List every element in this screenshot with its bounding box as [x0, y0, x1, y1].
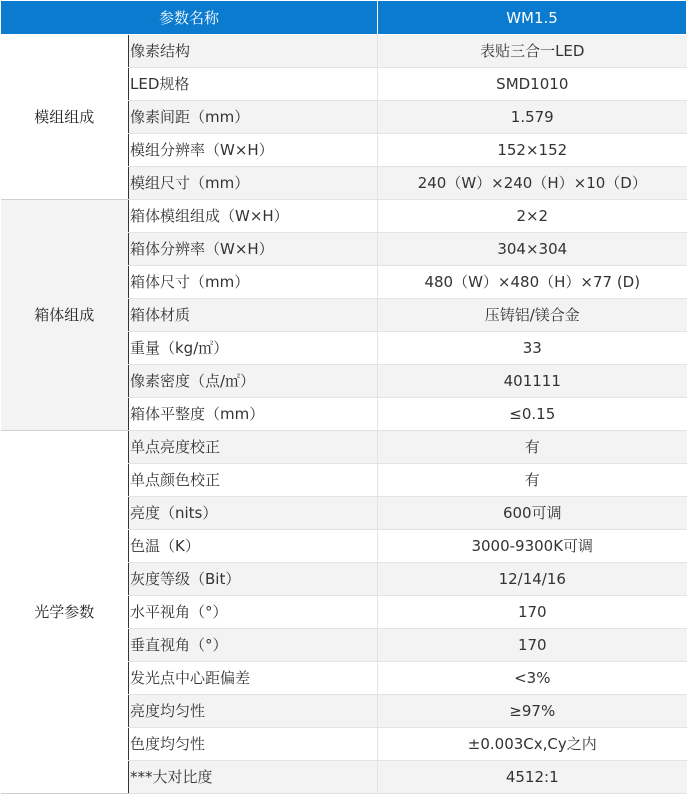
group-label: 箱体组成 — [1, 200, 129, 431]
param-name-cell: 水平视角（°） — [129, 596, 378, 629]
param-name-cell: 箱体分辨率（W×H） — [129, 233, 378, 266]
param-name-cell: 发光点中心距偏差 — [129, 662, 378, 695]
param-value-cell: 401111 — [378, 365, 687, 398]
param-value-cell: 170 — [378, 596, 687, 629]
param-name-cell: LED规格 — [129, 68, 378, 101]
param-name-cell: 箱体模组组成（W×H） — [129, 200, 378, 233]
group-label: 光学参数 — [1, 431, 129, 794]
param-value-cell: ≤0.15 — [378, 398, 687, 431]
group-label: 模组组成 — [1, 35, 129, 200]
param-name-cell: ***大对比度 — [129, 761, 378, 794]
param-value-cell: 表贴三合一LED — [378, 35, 687, 68]
param-value-cell: 2×2 — [378, 200, 687, 233]
param-name-cell: 像素结构 — [129, 35, 378, 68]
param-value-cell: 压铸铝/镁合金 — [378, 299, 687, 332]
table-row — [1, 35, 687, 68]
table-row — [1, 200, 687, 233]
param-value-cell: 3000-9300K可调 — [378, 530, 687, 563]
param-value-cell: <3% — [378, 662, 687, 695]
param-value-cell: ≥97% — [378, 695, 687, 728]
param-name-cell: 亮度（nits） — [129, 497, 378, 530]
header-param-name: 参数名称 — [1, 1, 378, 35]
param-name-cell: 箱体材质 — [129, 299, 378, 332]
param-value-cell: ±0.003Cx,Cy之内 — [378, 728, 687, 761]
spec-table-body — [1, 35, 687, 794]
param-name-cell: 重量（kg/㎡） — [129, 332, 378, 365]
param-name-cell: 箱体平整度（mm） — [129, 398, 378, 431]
param-value-cell: 4512:1 — [378, 761, 687, 794]
param-value-cell: 152×152 — [378, 134, 687, 167]
param-name-cell: 灰度等级（Bit） — [129, 563, 378, 596]
param-name-cell: 模组尺寸（mm） — [129, 167, 378, 200]
param-value-cell: 33 — [378, 332, 687, 365]
header-model: WM1.5 — [378, 1, 687, 35]
param-value-cell: 480（W）×480（H）×77 (D) — [378, 266, 687, 299]
table-header-row — [1, 1, 687, 35]
param-name-cell: 亮度均匀性 — [129, 695, 378, 728]
param-value-cell: 12/14/16 — [378, 563, 687, 596]
param-name-cell: 模组分辨率（W×H） — [129, 134, 378, 167]
param-name-cell: 色温（K） — [129, 530, 378, 563]
param-name-cell: 单点颜色校正 — [129, 464, 378, 497]
table-row — [1, 431, 687, 464]
param-name-cell: 像素密度（点/㎡） — [129, 365, 378, 398]
param-value-cell: SMD1010 — [378, 68, 687, 101]
param-value-cell: 240（W）×240（H）×10（D） — [378, 167, 687, 200]
param-name-cell: 色度均匀性 — [129, 728, 378, 761]
param-name-cell: 单点亮度校正 — [129, 431, 378, 464]
param-name-cell: 垂直视角（°） — [129, 629, 378, 662]
param-value-cell: 有 — [378, 464, 687, 497]
param-name-cell: 像素间距（mm） — [129, 101, 378, 134]
param-value-cell: 600可调 — [378, 497, 687, 530]
param-value-cell: 170 — [378, 629, 687, 662]
param-name-cell: 箱体尺寸（mm） — [129, 266, 378, 299]
param-value-cell: 有 — [378, 431, 687, 464]
param-value-cell: 1.579 — [378, 101, 687, 134]
param-value-cell: 304×304 — [378, 233, 687, 266]
